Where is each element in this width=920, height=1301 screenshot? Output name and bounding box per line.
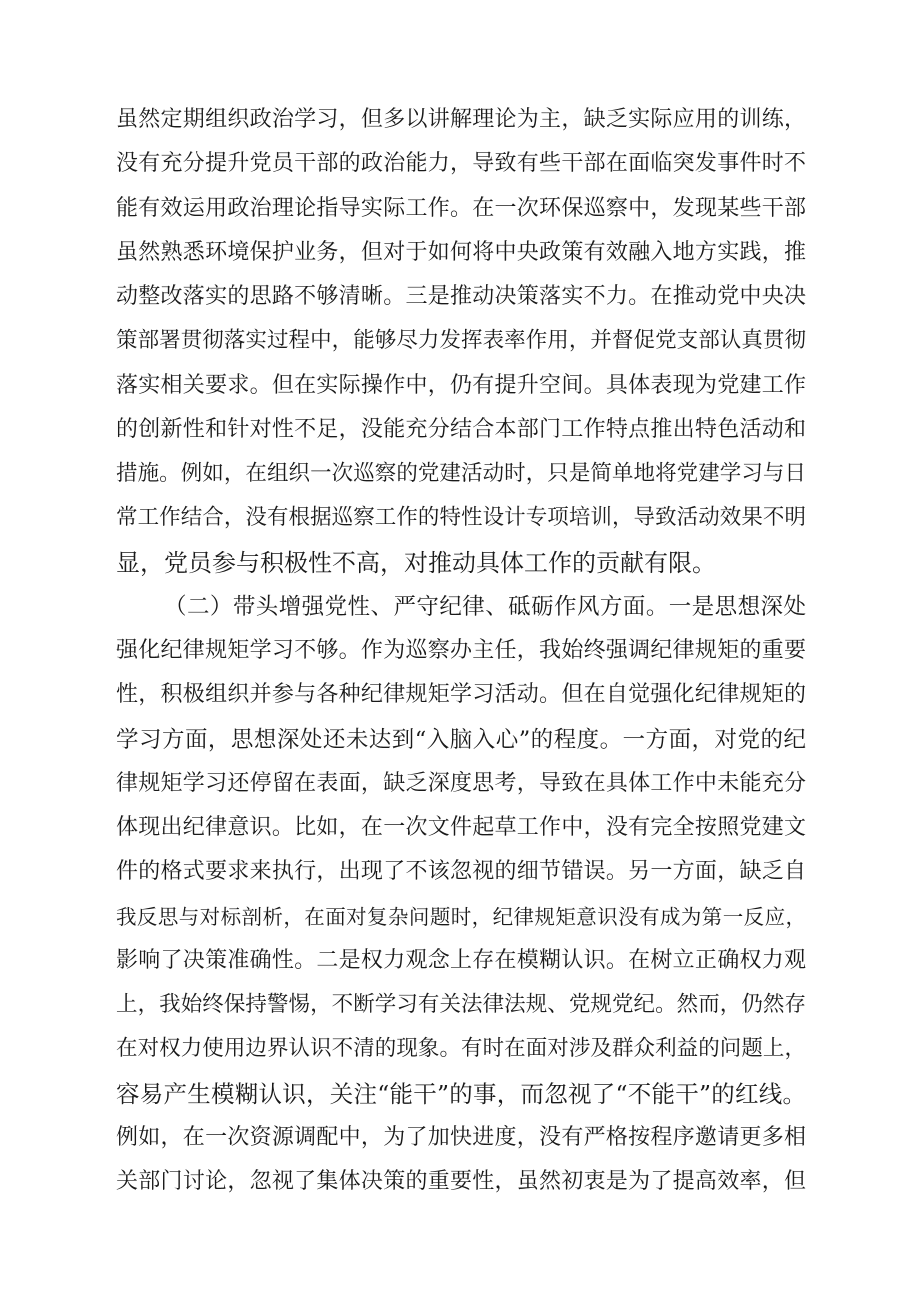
text-line: 虽然熟悉环境保护业务，但对于如何将中央政策有效融入地方实践，推 [116,239,806,265]
text-line: 在对权力使用边界认识不清的现象。有时在面对涉及群众利益的问题上， [116,1036,806,1062]
text-line: 律规矩学习还停留在表面，缺乏深度思考，导致在具体工作中未能充分 [116,770,806,796]
section-heading-line: （二）带头增强党性、严守纪律、砥砺作风方面。一是思想深处 [164,593,806,620]
text-line: 上，我始终保持警惕，不断学习有关法律法规、党规党纪。然而，仍然存 [116,992,806,1017]
text-line: 学习方面，思想深处还未达到“入脑入心”的程度。一方面，对党的纪 [116,726,806,753]
text-line: 动整改落实的思路不够清晰。三是推动决策落实不力。在推动党中央决 [116,284,806,309]
text-line: 件的格式要求来执行，出现了不该忽视的细节错误。另一方面，缺乏自 [116,859,806,885]
text-line: 例如，在一次资源调配中，为了加快进度，没有严格按程序邀请更多相 [116,1124,806,1150]
text-line: 体现出纪律意识。比如，在一次文件起草工作中，没有完全按照党建文 [116,815,806,840]
text-line: 性，积极组织并参与各种纪律规矩学习活动。但在自觉强化纪律规矩的 [116,682,806,708]
text-line: 的创新性和针对性不足，没能充分结合本部门工作特点推出特色活动和 [116,416,806,442]
text-line: 强化纪律规矩学习不够。作为巡察办主任，我始终强调纪律规矩的重要 [116,638,806,663]
text-line: 关部门讨论，忽视了集体决策的重要性，虽然初衷是为了提高效率，但 [116,1169,806,1194]
paragraph-end-line: 显，党员参与积极性不高，对推动具体工作的贡献有限。 [116,548,716,577]
text-line: 常工作结合，没有根据巡察工作的特性设计专项培训，导致活动效果不明 [116,505,806,531]
text-line: 策部署贯彻落实过程中，能够尽力发挥表率作用，并督促党支部认真贯彻 [116,328,806,354]
text-line: 我反思与对标剖析，在面对复杂问题时，纪律规矩意识没有成为第一反应， [116,904,806,929]
text-line: 虽然定期组织政治学习，但多以讲解理论为主，缺乏实际应用的训练， [116,107,806,132]
text-line: 落实相关要求。但在实际操作中，仍有提升空间。具体表现为党建工作 [116,372,806,398]
text-line: 措施。例如，在组织一次巡察的党建活动时，只是简单地将党建学习与日 [116,461,806,486]
text-line: 影响了决策准确性。二是权力观念上存在模糊认识。在树立正确权力观 [116,947,806,973]
text-line: 容易产生模糊认识，关注“能干”的事，而忽视了“不能干”的红线。 [116,1079,806,1108]
document-body [116,98,806,1204]
text-line: 没有充分提升党员干部的政治能力，导致有些干部在面临突发事件时不 [116,151,806,177]
text-line: 能有效运用政治理论指导实际工作。在一次环保巡察中，发现某些干部 [116,195,806,221]
